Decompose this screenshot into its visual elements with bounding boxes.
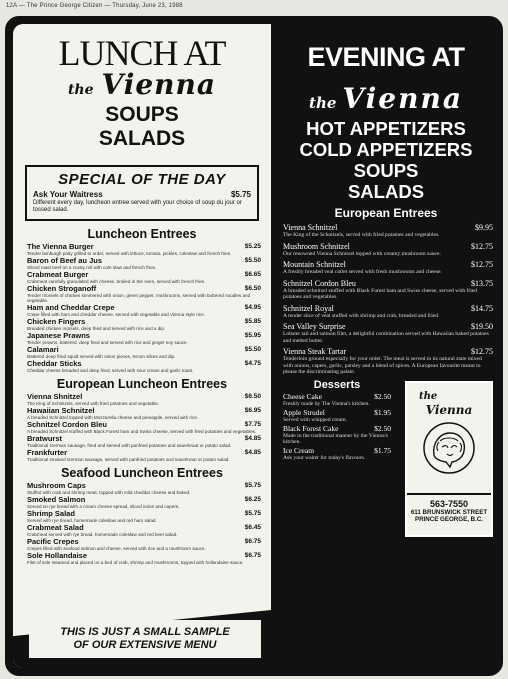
lunch-soups: SOUPS <box>105 103 179 126</box>
menu-item-row <box>27 393 261 401</box>
menu-item-name: Japanese Prawns <box>27 331 90 340</box>
menu-item-price: $5.75 <box>244 482 261 489</box>
menu-item-description: Sliced roast beef on a crusty roll with cole slaw and french fries. <box>27 265 157 270</box>
menu-item-description: Traditional German sausage, fried and served with panfried potatoes and sauerkraut or potato salad. <box>27 443 232 448</box>
menu-item-row <box>27 304 261 312</box>
menu-item-row <box>27 449 261 457</box>
dessert-row <box>283 425 391 433</box>
menu-item-row <box>27 524 261 532</box>
menu-item-price: $5.50 <box>244 257 261 264</box>
menu-item-description: A breaded Schnitzel stuffed with Black Forest ham and Swiss cheese, served with fried potatoes and vegetables. <box>27 429 257 434</box>
menu-item <box>27 257 261 270</box>
lion-crest-icon <box>420 421 478 475</box>
menu-item-price: $6.75 <box>244 552 261 559</box>
entree-row <box>283 279 493 288</box>
restaurant-ad <box>5 16 503 676</box>
evening-items <box>273 223 499 376</box>
menu-item-row <box>27 346 261 354</box>
entree-description: Our renowned Vienna Schnitzel topped with creamy mushroom sauce. <box>283 250 441 257</box>
menu-item-description: Battered deep fried squid served with onion pieces, lemon slices and dip. <box>27 354 176 359</box>
entree-description: A breaded schnitzel stuffed with Black Forest ham and Swiss cheese, served with fried potatoes and vegetables. <box>283 287 478 300</box>
menu-item <box>27 538 261 551</box>
entree-name: Mountain Schnitzel <box>283 260 346 269</box>
menu-item-description: Tender morsels of chicken simmered with onion, green pepper, mushrooms, served with buttered noodles and vegetable. <box>27 293 251 303</box>
lunch-section-items <box>13 393 271 462</box>
menu-item <box>27 360 261 373</box>
evening-salads: SALADS <box>347 181 425 202</box>
lunch-title: LUNCH AT <box>58 33 226 73</box>
desserts-title: Desserts <box>313 378 361 391</box>
menu-item-description: Tender prawns, battered, deep fried and served with rice and ginger soy sauce. <box>27 340 188 345</box>
lunch-sections <box>13 227 271 565</box>
entree-price: $12.75 <box>471 241 493 251</box>
special-title: SPECIAL OF THE DAY <box>58 171 226 188</box>
menu-item-row <box>27 435 261 443</box>
address-line-1: 611 BRUNSWICK STREET <box>410 508 488 516</box>
menu-item-description: Breaded chicken morsels, deep fried and served with rice and a dip. <box>27 326 166 331</box>
menu-item-name: Sole Hollandaise <box>27 551 88 560</box>
menu-item-description: Cheddar cheese breaded and deep fried, served with sour cream and garlic toast. <box>27 368 194 373</box>
menu-item-row <box>27 510 261 518</box>
menu-item-description: Crabmeat served with rye bread, homemade coleslaw and red beet salad. <box>27 532 178 537</box>
menu-item <box>27 482 261 495</box>
evening-soups: SOUPS <box>353 160 419 181</box>
entree-description: A tender slice of veal stuffed with shrimp and crab, breaded and fried. <box>283 312 440 319</box>
menu-item-description: Crepe filled with ham and cheddar cheese, served with vegetable and Vienna style rice. <box>27 312 205 317</box>
entree-row <box>283 260 493 269</box>
lunch-section-title: European Luncheon Entrees <box>56 377 228 391</box>
dessert-row <box>283 447 391 455</box>
newspaper-masthead: 12A — The Prince George Citizen — Thursday, June 23, 1988 <box>6 3 183 9</box>
entree-item <box>283 322 493 344</box>
menu-item <box>27 393 261 406</box>
menu-item <box>27 524 261 537</box>
menu-item-name: Baron of Beef au Jus <box>27 256 103 265</box>
menu-item-price: $5.95 <box>244 332 261 339</box>
dessert-price: $2.50 <box>374 423 391 433</box>
entree-name: Schnitzel Royal <box>283 303 334 313</box>
menu-item-description: Served on rye bread with a cream cheese spread, sliced onion and capers. <box>27 504 180 509</box>
entree-item <box>283 223 493 239</box>
dessert-price: $1.95 <box>374 407 391 417</box>
logo-inner <box>407 383 491 495</box>
menu-item <box>27 243 261 256</box>
entree-row <box>283 304 493 313</box>
menu-item-description: Filet of sole steamed and placed on a bed of crab, shrimp and mushrooms, topped with hollandaise sauce. <box>27 560 244 565</box>
cold-appetizers: COLD APPETIZERS <box>299 139 473 160</box>
menu-item-name: Bratwurst <box>27 434 63 443</box>
menu-item-name: Hawaiian Schnitzel <box>27 406 95 415</box>
vienna-logo-box <box>405 381 493 537</box>
entree-price: $12.75 <box>471 347 493 356</box>
special-of-the-day-box <box>25 165 259 221</box>
menu-item <box>27 332 261 345</box>
menu-item-row <box>27 285 261 293</box>
european-entrees-title: European Entrees <box>334 206 438 220</box>
menu-item-description: A breaded Schnitzel topped with Mozzarella cheese and pineapple, served with rice. <box>27 415 199 420</box>
entree-item <box>283 260 493 276</box>
dessert-name: Black Forest Cake <box>283 423 339 433</box>
menu-item <box>27 552 261 565</box>
evening-vienna-wordmark <box>273 84 499 118</box>
menu-item-row <box>27 482 261 490</box>
menu-item <box>27 304 261 317</box>
menu-item <box>27 285 261 303</box>
menu-item-row <box>27 271 261 279</box>
menu-item-name: Crabmeat Burger <box>27 270 89 279</box>
entree-name: Mushroom Schnitzel <box>283 241 350 251</box>
menu-item-name: Ham and Cheddar Crepe <box>27 303 115 312</box>
dessert-description: Freshly made by The Vienna's kitchen. <box>283 400 370 407</box>
evening-vienna: Vienna <box>342 82 463 115</box>
menu-item-description: Tender lamburgh patty grilled to order, served with lettuce, tomato, pickles, coleslaw and french fries. <box>27 251 232 256</box>
dessert-item <box>283 393 391 407</box>
lunch-salads: SALADS <box>98 127 186 150</box>
menu-item <box>27 271 261 284</box>
menu-item-name: Crabmeat Salad <box>27 523 84 532</box>
entree-row <box>283 242 493 251</box>
menu-item-price: $6.45 <box>244 524 261 531</box>
dessert-item <box>283 447 391 461</box>
logo-the: the <box>419 390 438 402</box>
menu-item <box>27 346 261 359</box>
menu-item-description: The King of Schnitzels, served with fried potatoes and vegetable. <box>27 401 160 406</box>
desserts-list <box>273 379 391 461</box>
menu-item-name: Shrimp Salad <box>27 509 75 518</box>
dessert-description: Made in the traditional manner by the Vienna's kitchen. <box>283 432 388 445</box>
lunch-section-items <box>13 243 271 373</box>
entree-row <box>283 347 493 356</box>
entree-row <box>283 322 493 331</box>
dessert-description: Ask your waiter for today's flavours. <box>283 454 366 461</box>
menu-item-price: $4.95 <box>244 304 261 311</box>
phone-number: 563-7550 <box>429 498 469 509</box>
dessert-items <box>283 393 391 461</box>
dessert-price: $1.75 <box>374 445 391 455</box>
menu-item <box>27 318 261 331</box>
menu-item-name: Chicken Stroganoff <box>27 284 97 293</box>
menu-item-row <box>27 243 261 251</box>
dessert-item <box>283 409 391 423</box>
menu-item-name: Chicken Fingers <box>27 317 86 326</box>
desserts-area <box>273 378 499 523</box>
lunch-section-title: Seafood Luncheon Entrees <box>61 466 223 480</box>
entree-item <box>283 242 493 258</box>
entree-price: $13.75 <box>471 278 493 288</box>
menu-item-description: Stuffed with crab and shrimp meat, topped with mild cheddar cheese and baked. <box>27 490 191 495</box>
entree-description: The King of the Schnitzels, served with fried potatoes and vegetables. <box>283 232 440 238</box>
dessert-name: Ice Cream <box>283 445 315 455</box>
menu-item-row <box>27 407 261 415</box>
sample-line-2: OF OUR EXTENSIVE MENU <box>73 639 217 651</box>
menu-item-name: Vienna Shnitzel <box>27 392 83 401</box>
menu-item-price: $6.75 <box>244 538 261 545</box>
menu-item <box>27 421 261 434</box>
dessert-row <box>283 393 391 401</box>
menu-item-description: Crepes filled with seafood salmon and cheese, served with rice and a mushroom sauce. <box>27 546 206 551</box>
dessert-row <box>283 409 391 417</box>
menu-item-price: $4.75 <box>244 360 261 367</box>
menu-item-price: $4.85 <box>244 435 261 442</box>
menu-item-price: $6.50 <box>244 393 261 400</box>
menu-item-name: Mushroom Caps <box>27 481 86 490</box>
logo-vienna: Vienna <box>425 402 473 417</box>
menu-item-row <box>27 538 261 546</box>
entree-name: Vienna Schnitzel <box>283 223 338 232</box>
entree-item <box>283 304 493 320</box>
dessert-price: $2.50 <box>374 391 391 401</box>
entree-description: Tenderloin ground especially for your order. The meat is served in its natural state mixed with onions, capers, garlic, parsley and a blend of spices. A European favourite meant to please the discriminating palate. <box>283 356 482 375</box>
address-line-2: PRINCE GEORGE, B.C. <box>414 515 484 523</box>
entree-name: Sea Valley Surprise <box>283 322 346 331</box>
menu-item-price: $6.95 <box>244 407 261 414</box>
menu-item-price: $7.75 <box>244 421 261 428</box>
entree-description: A freshly breaded veal cutlet served with fresh mushrooms and cheese. <box>283 269 442 275</box>
entree-price: $19.50 <box>471 322 493 331</box>
dessert-item <box>283 425 391 445</box>
dessert-description: Served with whipped cream. <box>283 416 347 423</box>
dessert-name: Apple Strudel <box>283 407 325 417</box>
menu-item-price: $5.85 <box>244 318 261 325</box>
menu-item-row <box>27 318 261 326</box>
menu-item-row <box>27 552 261 560</box>
hot-appetizers: HOT APPETIZERS <box>306 118 466 139</box>
lunch-panel <box>13 24 271 668</box>
menu-item-description: Traditional smoked German sausage, served with panfried potatoes and sauerkraut or potato salad. <box>27 457 230 462</box>
lunch-vienna: Vienna <box>101 68 217 101</box>
menu-item <box>27 407 261 420</box>
dessert-name: Cheese Cake <box>283 391 322 401</box>
menu-item-row <box>27 257 261 265</box>
menu-item-name: The Vienna Burger <box>27 242 94 251</box>
menu-item-row <box>27 421 261 429</box>
entree-price: $14.75 <box>471 303 493 313</box>
menu-item-price: $6.50 <box>244 285 261 292</box>
special-price: $5.75 <box>230 190 251 199</box>
menu-item-price: $6.65 <box>244 271 261 278</box>
special-row <box>33 190 251 199</box>
menu-item-row <box>27 360 261 368</box>
lunch-the: the <box>67 82 94 98</box>
entree-row <box>283 223 493 232</box>
entree-name: Vienna Steak Tartar <box>283 347 347 356</box>
menu-item-price: $5.25 <box>244 243 261 250</box>
lunch-vienna-wordmark <box>13 68 271 103</box>
menu-item-name: Smoked Salmon <box>27 495 86 504</box>
entree-name: Schnitzel Cordon Bleu <box>283 278 356 288</box>
entree-price: $12.75 <box>471 260 493 269</box>
evening-panel <box>273 24 499 668</box>
lunch-section-title: Luncheon Entrees <box>87 227 197 241</box>
menu-item-price: $6.25 <box>244 496 261 503</box>
menu-item-name: Pacific Crepes <box>27 537 79 546</box>
evening-title: EVENING AT <box>307 42 465 72</box>
menu-item-price: $4.85 <box>244 449 261 456</box>
menu-item-price: $5.50 <box>244 346 261 353</box>
sample-line-1: THIS IS JUST A SMALL SAMPLE <box>60 626 230 638</box>
menu-item <box>27 449 261 462</box>
menu-item-name: Schnitzel Cordon Bleu <box>27 420 108 429</box>
menu-item-name: Calamari <box>27 345 59 354</box>
menu-item <box>27 496 261 509</box>
menu-item-description: Served with rye bread, homemade coleslaw and red ham salad. <box>27 518 157 523</box>
sample-banner <box>29 620 261 658</box>
entree-item <box>283 279 493 301</box>
evening-the: the <box>309 94 337 112</box>
entree-description: Lobster tail and salmon filet, a delightful combination served with Hawaiian baked potatoes and melted butter. <box>283 331 489 344</box>
menu-item-price: $5.75 <box>244 510 261 517</box>
lunch-section-items <box>13 482 271 565</box>
menu-item-row <box>27 332 261 340</box>
menu-item <box>27 510 261 523</box>
menu-item-name: Cheddar Sticks <box>27 359 82 368</box>
entree-price: $9.95 <box>475 223 493 232</box>
special-label: Ask Your Waitress <box>33 190 103 199</box>
menu-item-description: Crabmeat carefully granulated with cheese, broiled in the oven, served with french fries. <box>27 279 206 284</box>
special-description: Different every day, luncheon entree served with your choice of soup du jour or tossed salad. <box>33 200 242 213</box>
menu-item-name: Frankfurter <box>27 448 68 457</box>
entree-item <box>283 347 493 376</box>
menu-item-row <box>27 496 261 504</box>
menu-item <box>27 435 261 448</box>
